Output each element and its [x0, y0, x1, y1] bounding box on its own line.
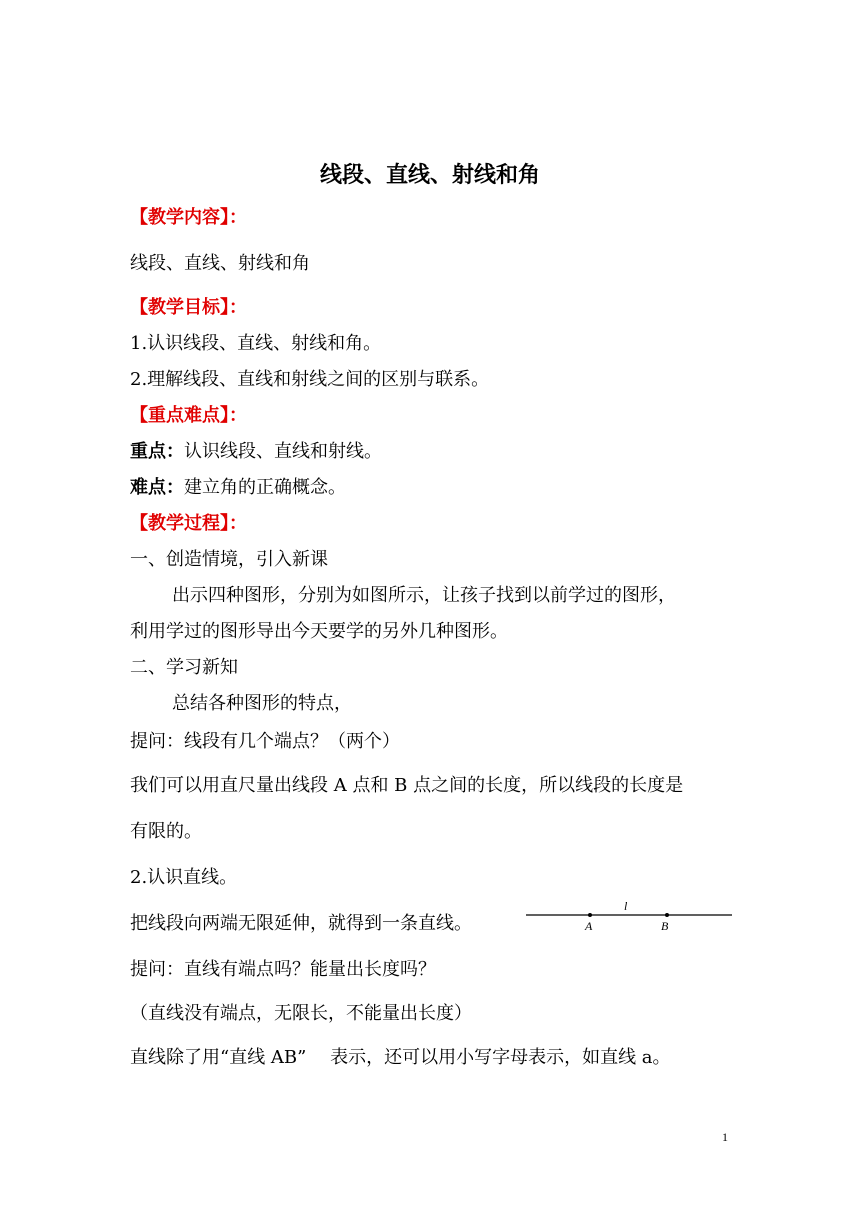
point-b	[665, 913, 669, 917]
step1-text-a: 出示四种图形，分别为如图所示，让孩子找到以前学过的图形，	[172, 585, 676, 606]
step2-text: 总结各种图形的特点，	[172, 693, 352, 714]
teaching-content-heading: 【教学内容】：	[130, 207, 247, 228]
difficulty-label: 难点：	[130, 477, 184, 498]
segment-length-text-b: 有限的。	[130, 821, 202, 842]
point-a	[588, 913, 592, 917]
teaching-process-heading: 【教学过程】：	[130, 513, 247, 534]
step1-title: 一、创造情境，引入新课	[130, 549, 328, 570]
line-notation-text: 直线除了用“直线 AB” 表示，还可以用小写字母表示，如直线 a。	[130, 1047, 671, 1068]
point-b-label: B	[661, 919, 669, 933]
question-line-endpoints: 提问：直线有端点吗？能量出长度吗？	[130, 959, 436, 980]
key-point-text: 认识线段、直线和射线。	[184, 441, 382, 462]
teaching-content-text: 线段、直线、射线和角	[130, 253, 310, 274]
difficulty-text: 建立角的正确概念。	[184, 477, 346, 498]
question-segment-endpoints: 提问：线段有几个端点？（两个）	[130, 731, 400, 752]
teaching-goals-heading: 【教学目标】：	[130, 297, 247, 318]
step1-text-b: 利用学过的图形导出今天要学的另外几种图形。	[130, 621, 508, 642]
line-definition-text: 把线段向两端无限延伸，就得到一条直线。	[130, 913, 472, 934]
page-number: 1	[722, 1130, 728, 1144]
line-section-title: 2.认识直线。	[130, 867, 238, 888]
straight-line-diagram	[526, 898, 732, 938]
key-point-row	[130, 440, 382, 464]
segment-length-text-a: 我们可以用直尺量出线段 A 点和 B 点之间的长度，所以线段的长度是	[130, 775, 684, 796]
step2-title: 二、学习新知	[130, 657, 238, 678]
point-a-label: A	[585, 919, 593, 933]
goal-item-1: 1.认识线段、直线、射线和角。	[130, 333, 382, 354]
key-points-heading: 【重点难点】：	[130, 405, 247, 426]
difficulty-row	[130, 476, 346, 500]
key-point-label: 重点：	[130, 441, 184, 462]
line-label: l	[624, 899, 628, 913]
page-title: 线段、直线、射线和角	[319, 163, 540, 188]
goal-item-2: 2.理解线段、直线和射线之间的区别与联系。	[130, 369, 490, 390]
answer-line-endpoints: （直线没有端点，无限长，不能量出长度）	[130, 1003, 472, 1024]
